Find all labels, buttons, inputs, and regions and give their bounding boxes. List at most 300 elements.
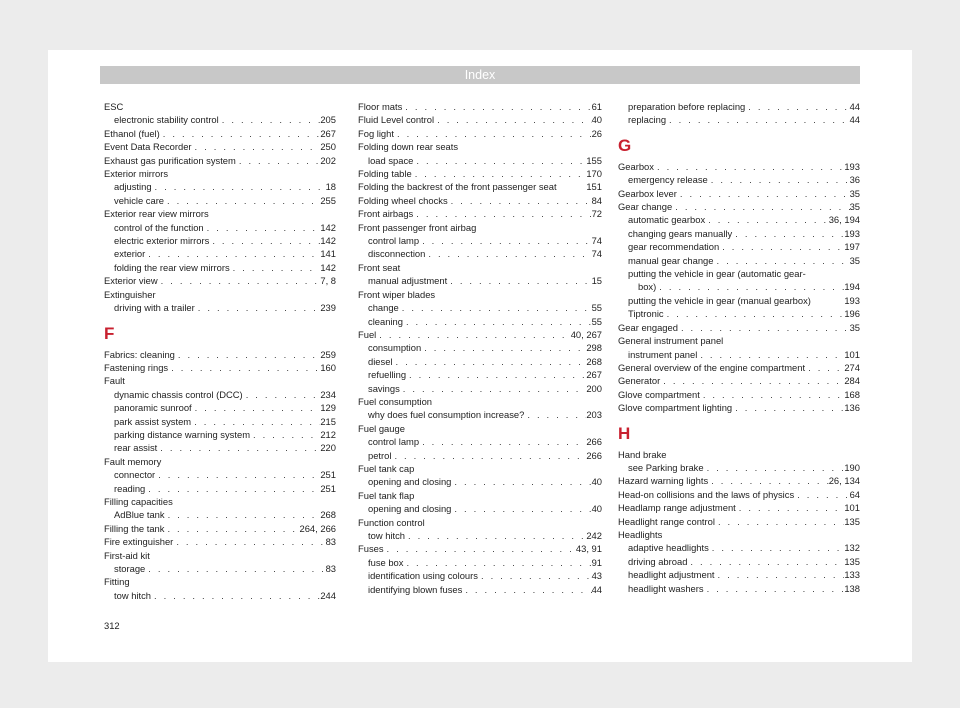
entry-page: 74 <box>591 248 602 260</box>
entry-term: vehicle care <box>114 194 165 206</box>
index-entry <box>104 428 336 441</box>
dot-leader <box>405 529 586 542</box>
dot-leader <box>462 583 591 596</box>
index-entry <box>358 449 602 462</box>
dot-leader <box>708 173 850 186</box>
entry-page: 91 <box>591 556 602 568</box>
index-entry <box>358 127 602 140</box>
entry-page: 43 <box>591 570 602 582</box>
entry-page: 101 <box>844 348 860 360</box>
dot-leader <box>158 274 321 287</box>
index-entry <box>618 307 860 320</box>
index-heading: Function control <box>358 516 425 528</box>
entry-page: 72 <box>591 208 602 220</box>
index-entry <box>358 542 602 555</box>
page-header: Index <box>100 66 860 84</box>
dot-leader <box>230 261 321 274</box>
page-number: 312 <box>104 620 120 631</box>
index-entry <box>358 194 602 207</box>
dot-leader <box>656 280 844 293</box>
entry-term: manual gear change <box>628 254 714 266</box>
index-entry <box>618 361 860 374</box>
entry-page: 55 <box>591 302 602 314</box>
entry-term: see Parking brake <box>628 461 704 473</box>
entry-page: 18 <box>325 181 336 193</box>
index-heading: Front seat <box>358 261 401 273</box>
entry-page: 284 <box>844 375 860 387</box>
index-entry <box>104 180 336 193</box>
entry-page: 35 <box>849 201 860 213</box>
index-heading: Fuel gauge <box>358 422 405 434</box>
entry-term: rear assist <box>114 442 158 454</box>
index-entry <box>104 361 336 374</box>
entry-page: 15 <box>591 275 602 287</box>
entry-term: control of the function <box>114 221 204 233</box>
entry-term: Event Data Recorder <box>104 141 192 153</box>
index-entry <box>618 227 860 240</box>
entry-page: 142 <box>320 221 336 233</box>
entry-term: electronic stability control <box>114 114 219 126</box>
index-entry <box>358 113 602 126</box>
entry-term: automatic gearbox <box>628 214 706 226</box>
entry-term: park assist system <box>114 415 192 427</box>
index-column-2 <box>358 100 602 596</box>
dot-leader <box>732 227 844 240</box>
index-entry <box>104 589 336 602</box>
entry-page: 55 <box>591 315 602 327</box>
entry-page: 202 <box>320 154 336 166</box>
entry-page: 267 <box>586 369 602 381</box>
dot-leader <box>192 140 321 153</box>
dot-leader <box>664 307 845 320</box>
entry-page: 220 <box>320 442 336 454</box>
index-entry <box>618 515 860 528</box>
entry-term: tow hitch <box>368 530 405 541</box>
entry-page: 255 <box>320 194 336 206</box>
entry-term: driving with a trailer <box>114 302 195 314</box>
index-entry <box>358 368 602 381</box>
entry-page: 190 <box>844 461 860 473</box>
entry-term: parking distance warning system <box>114 428 251 440</box>
entry-term: preparation before replacing <box>628 101 746 112</box>
dot-leader <box>165 508 321 521</box>
entry-page: 259 <box>320 348 336 360</box>
entry-term: exterior <box>114 248 146 260</box>
entry-term: cleaning <box>368 315 403 327</box>
entry-page: 40 <box>591 503 602 515</box>
entry-page: 35 <box>849 187 860 199</box>
entry-term: Headlamp range adjustment <box>618 502 736 514</box>
dot-leader <box>145 562 325 575</box>
entry-term: changing gears manually <box>628 227 733 239</box>
dot-leader <box>402 100 591 113</box>
dot-leader <box>447 274 591 287</box>
entry-page: 44 <box>849 114 860 126</box>
index-heading: Exterior mirrors <box>104 168 169 180</box>
entry-page: 197 <box>844 241 860 253</box>
dot-leader <box>406 368 586 381</box>
dot-leader <box>219 113 321 126</box>
dot-leader <box>151 589 320 602</box>
entry-term: diesel <box>368 355 393 367</box>
entry-page: 155 <box>586 154 602 166</box>
entry-term: opening and closing <box>368 503 452 515</box>
index-entry-wrap: putting the vehicle in gear (automatic gear- <box>628 268 806 280</box>
entry-page: 242 <box>586 530 602 541</box>
index-entry <box>358 301 602 314</box>
entry-term: fuse box <box>368 556 404 568</box>
index-entry <box>358 556 602 569</box>
dot-leader <box>394 127 592 140</box>
entry-page: 212 <box>320 428 336 440</box>
entry-page: 268 <box>586 355 602 367</box>
entry-term: folding the rear view mirrors <box>114 261 230 273</box>
entry-page: 40 <box>591 476 602 488</box>
entry-page: 274 <box>844 361 860 373</box>
index-entry <box>104 562 336 575</box>
index-heading: Exterior rear view mirrors <box>104 208 209 220</box>
entry-page: 43, 91 <box>575 543 602 555</box>
entry-page: 83 <box>325 563 336 574</box>
entry-term: Fastening rings <box>104 361 169 373</box>
index-heading: Extinguisher <box>104 288 156 300</box>
dot-leader <box>745 100 849 113</box>
entry-term: Glove compartment <box>618 388 700 400</box>
dot-leader <box>794 488 849 501</box>
index-entry <box>618 541 860 554</box>
entry-term: Gearbox lever <box>618 187 677 199</box>
index-entry <box>358 207 602 220</box>
index-entry <box>104 221 336 234</box>
entry-term: manual adjustment <box>368 275 448 287</box>
entry-term: dynamic chassis control (DCC) <box>114 388 243 400</box>
entry-term: headlight washers <box>628 582 704 594</box>
dot-leader <box>236 154 321 167</box>
dot-leader <box>155 468 320 481</box>
dot-leader <box>164 522 299 535</box>
entry-term: replacing <box>628 114 667 126</box>
dot-leader <box>451 475 591 488</box>
dot-leader <box>708 474 829 487</box>
dot-leader <box>376 328 570 341</box>
entry-page: 129 <box>320 402 336 414</box>
dot-leader <box>654 160 844 173</box>
index-entry <box>618 461 860 474</box>
entry-page: 35 <box>849 254 860 266</box>
index-entry <box>104 194 336 207</box>
dot-leader <box>413 154 586 167</box>
entry-term: tow hitch <box>114 589 151 601</box>
entry-term: AdBlue tank <box>114 509 165 521</box>
entry-term: Fuses <box>358 543 384 555</box>
entry-page: 266 <box>586 449 602 461</box>
entry-page: 193 <box>844 294 860 306</box>
dot-leader <box>704 582 845 595</box>
dot-leader <box>412 167 587 180</box>
index-entry <box>104 535 336 548</box>
entry-page: 160 <box>320 361 336 373</box>
index-entry <box>618 401 860 414</box>
entry-page: 26 <box>591 127 602 139</box>
entry-term: Fuel <box>358 328 377 340</box>
index-entry <box>104 415 336 428</box>
entry-page: 142 <box>320 261 336 273</box>
entry-page: 266 <box>586 436 602 448</box>
dot-leader <box>687 555 844 568</box>
dot-leader <box>173 535 325 548</box>
entry-page: 168 <box>844 388 860 400</box>
entry-term: Hazard warning lights <box>618 475 709 487</box>
dot-leader <box>715 568 845 581</box>
index-entry <box>618 187 860 200</box>
entry-term: Exhaust gas purification system <box>104 154 236 166</box>
entry-page: 7, 8 <box>320 275 336 287</box>
entry-page: 298 <box>586 342 602 354</box>
dot-leader <box>391 449 586 462</box>
dot-leader <box>403 315 592 328</box>
dot-leader <box>160 127 321 140</box>
entry-term: control lamp <box>368 436 420 448</box>
index-entry <box>104 482 336 495</box>
entry-term: petrol <box>368 449 392 461</box>
entry-page: 101 <box>844 502 860 514</box>
index-entry <box>358 274 602 287</box>
index-entry <box>104 154 336 167</box>
entry-page: 36 <box>849 174 860 186</box>
index-entry <box>358 502 602 515</box>
index-entry <box>104 468 336 481</box>
index-entry <box>104 140 336 153</box>
entry-term: Fire extinguisher <box>104 536 174 548</box>
index-entry <box>618 474 860 487</box>
index-entry <box>618 388 860 401</box>
dot-leader <box>732 401 844 414</box>
index-heading: Front wiper blades <box>358 288 436 300</box>
entry-term: connector <box>114 469 156 481</box>
dot-leader <box>678 321 850 334</box>
entry-page: 40, 267 <box>570 328 602 340</box>
index-entry <box>618 254 860 267</box>
dot-leader <box>660 374 844 387</box>
entry-term: box) <box>638 281 657 293</box>
index-entry <box>618 488 860 501</box>
entry-term: disconnection <box>368 248 426 260</box>
entry-term: opening and closing <box>368 476 452 488</box>
dot-leader <box>384 542 576 555</box>
index-entry <box>618 173 860 186</box>
entry-page: 239 <box>320 302 336 314</box>
entry-term: Glove compartment lighting <box>618 402 733 414</box>
dot-leader <box>666 113 850 126</box>
entry-term: why does fuel consumption increase? <box>368 409 525 421</box>
entry-page: 268 <box>320 509 336 521</box>
index-heading: Fault memory <box>104 455 162 467</box>
index-heading: ESC <box>104 101 124 112</box>
dot-leader <box>250 428 320 441</box>
entry-term: emergency release <box>628 174 708 186</box>
dot-leader <box>448 194 592 207</box>
dot-leader <box>168 361 320 374</box>
dot-leader <box>393 355 587 368</box>
dot-leader <box>152 180 326 193</box>
entry-term: identification using colours <box>368 570 478 582</box>
dot-leader <box>736 501 845 514</box>
index-entry <box>618 213 860 226</box>
index-entry <box>618 374 860 387</box>
index-heading: Fault <box>104 375 125 387</box>
entry-page: 136 <box>844 402 860 414</box>
entry-page: 151 <box>586 181 602 193</box>
dot-leader <box>419 435 586 448</box>
dot-leader <box>164 194 320 207</box>
entry-page: 64 <box>849 488 860 500</box>
index-entry <box>358 382 602 395</box>
dot-leader <box>204 221 321 234</box>
dot-leader <box>413 207 591 220</box>
entry-term: Folding table <box>358 168 412 180</box>
index-entry <box>618 240 860 253</box>
entry-term: adaptive headlights <box>628 542 709 554</box>
index-entry <box>358 408 602 421</box>
entry-term: headlight adjustment <box>628 569 715 581</box>
entry-term: load space <box>368 154 414 166</box>
index-entry <box>104 274 336 287</box>
entry-term: Gear engaged <box>618 321 678 333</box>
index-entry <box>104 247 336 260</box>
index-entry <box>104 388 336 401</box>
index-entry <box>358 355 602 368</box>
entry-term: Fabrics: cleaning <box>104 348 175 360</box>
index-entry <box>358 100 602 113</box>
dot-leader <box>175 348 320 361</box>
index-entry <box>104 441 336 454</box>
entry-term: Exterior view <box>104 275 158 287</box>
index-entry <box>104 127 336 140</box>
dot-leader <box>524 408 586 421</box>
entry-page: 135 <box>844 555 860 567</box>
entry-page: 205 <box>320 114 336 126</box>
index-entry <box>618 113 860 126</box>
index-entry <box>104 401 336 414</box>
dot-leader <box>419 234 591 247</box>
entry-page: 26, 134 <box>828 475 860 487</box>
index-entry <box>104 508 336 521</box>
dot-leader <box>434 113 591 126</box>
dot-leader <box>677 187 850 200</box>
index-entry <box>104 234 336 247</box>
index-heading: Front passenger front airbag <box>358 221 477 233</box>
entry-page: 264, 266 <box>299 522 336 534</box>
entry-page: 170 <box>586 168 602 180</box>
entry-page: 61 <box>591 101 602 112</box>
entry-page: 215 <box>320 415 336 427</box>
dot-leader <box>705 213 829 226</box>
index-entry <box>618 568 860 581</box>
dot-leader <box>478 569 592 582</box>
index-entry <box>358 341 602 354</box>
section-letter: F <box>104 323 115 343</box>
entry-term: Folding the backrest of the front passenger seat <box>358 181 557 193</box>
entry-term: panoramic sunroof <box>114 402 192 414</box>
entry-page: 244 <box>320 589 336 601</box>
entry-page: 44 <box>849 101 860 112</box>
entry-term: Floor mats <box>358 101 403 112</box>
index-entry <box>358 529 602 542</box>
entry-term: Folding wheel chocks <box>358 194 448 206</box>
dot-leader <box>145 247 320 260</box>
entry-term: savings <box>368 382 400 394</box>
index-entry <box>104 113 336 126</box>
entry-page: 83 <box>325 536 336 548</box>
entry-page: 133 <box>844 569 860 581</box>
section-letter: H <box>618 423 631 443</box>
index-heading: Headlights <box>618 528 663 540</box>
entry-page: 193 <box>844 227 860 239</box>
dot-leader <box>195 301 321 314</box>
entry-term: Fluid Level control <box>358 114 435 126</box>
index-entry <box>618 160 860 173</box>
index-entry <box>358 154 602 167</box>
index-entry <box>358 234 602 247</box>
index-entry <box>618 280 860 293</box>
entry-page: 135 <box>844 515 860 527</box>
index-entry <box>358 247 602 260</box>
entry-term: Generator <box>618 375 661 387</box>
entry-term: putting the vehicle in gear (manual gearbox) <box>628 294 811 306</box>
entry-term: Tiptronic <box>628 308 664 320</box>
entry-page: 234 <box>320 388 336 400</box>
entry-page: 203 <box>586 409 602 421</box>
index-entry <box>618 200 860 213</box>
entry-term: Filling the tank <box>104 522 165 534</box>
entry-term: instrument panel <box>628 348 698 360</box>
entry-page: 84 <box>591 194 602 206</box>
index-entry <box>618 294 860 307</box>
entry-term: consumption <box>368 342 422 354</box>
index-column-3 <box>618 100 860 595</box>
dot-leader <box>451 502 591 515</box>
entry-term: electric exterior mirrors <box>114 235 210 247</box>
entry-term: Head-on collisions and the laws of physics <box>618 488 795 500</box>
index-entry <box>618 555 860 568</box>
entry-term: Gear change <box>618 201 673 213</box>
dot-leader <box>209 234 320 247</box>
dot-leader <box>672 200 849 213</box>
entry-term: identifying blown fuses <box>368 583 463 595</box>
entry-term: change <box>368 302 399 314</box>
index-entry <box>618 582 860 595</box>
entry-page: 74 <box>591 235 602 247</box>
dot-leader <box>191 415 320 428</box>
index-page <box>48 50 912 662</box>
entry-term: Ethanol (fuel) <box>104 127 160 139</box>
entry-page: 40 <box>591 114 602 126</box>
section-letter: G <box>618 135 632 155</box>
index-entry <box>104 522 336 535</box>
entry-page: 141 <box>320 248 336 260</box>
dot-leader <box>713 254 849 267</box>
entry-page: 35 <box>849 321 860 333</box>
entry-page: 251 <box>320 482 336 494</box>
entry-page: 193 <box>844 160 860 172</box>
entry-page: 200 <box>586 382 602 394</box>
index-heading: General instrument panel <box>618 335 724 347</box>
dot-leader <box>719 240 844 253</box>
index-heading: Folding down rear seats <box>358 141 459 153</box>
index-heading: Fuel tank cap <box>358 462 415 474</box>
entry-term: control lamp <box>368 235 420 247</box>
entry-page: 251 <box>320 469 336 481</box>
